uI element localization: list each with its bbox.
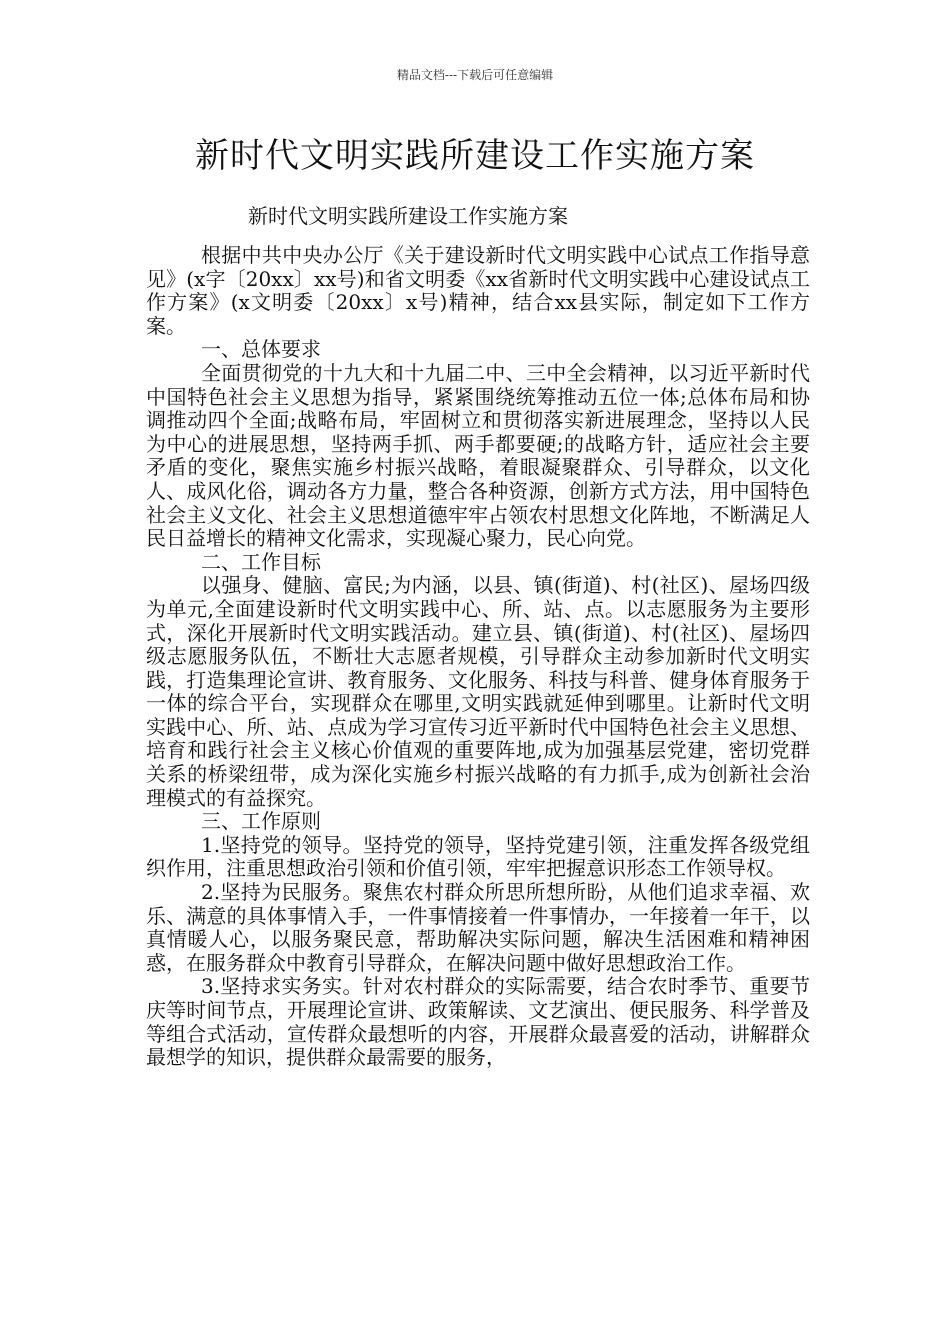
paragraph-principle-1: 1.坚持党的领导。坚持党的领导，坚持党建引领，注重发挥各级党组织作用，注重思想政治引领和价值引领，牢牢把握意识形态工作领导权。 bbox=[146, 832, 810, 881]
document-body bbox=[146, 244, 810, 1070]
paragraph-general-requirements: 全面贯彻党的十九大和十九届二中、三中全会精神，以习近平新时代中国特色社会主义思想为指导，紧紧围绕统筹推动五位一体;总体布局和协调推动四个全面;战略布局，牢固树立和贯彻落实新进展理念，坚持以人民为中心的进展思想，坚持两手抓、两手都要硬;的战略方针，适应社会主要矛盾的变化，聚焦实施乡村振兴战略，着眼凝聚群众、引导群众，以文化人、成风化俗，调动各方力量，整合各种资源，创新方式方法，用中国特色社会主义文化、社会主义思想道德牢牢占领农村思想文化阵地，不断满足人民日益增长的精神文化需求，实现凝心聚力，民心向党。 bbox=[146, 360, 810, 551]
document-subtitle: 新时代文明实践所建设工作实施方案 bbox=[248, 204, 568, 228]
paragraph-principle-2: 2.坚持为民服务。聚焦农村群众所思所想所盼，从他们追求幸福、欢乐、满意的具体事情入手，一件事情接着一件事情办，一年接着一年干，以真情暖人心，以服务聚民意，帮助解决实际问题，解决生活困难和精神困惑，在服务群众中教育引导群众，在解决问题中做好思想政治工作。 bbox=[146, 880, 810, 975]
paragraph-intro: 根据中共中央办公厅《关于建设新时代文明实践中心试点工作指导意见》(x字〔20xx〕xx号)和省文明委《xx省新时代文明实践中心建设试点工作方案》(x文明委〔20xx〕x号)精神，结合xx县实际，制定如下工作方案。 bbox=[146, 243, 810, 338]
paragraph-principle-3: 3.坚持求实务实。针对农村群众的实际需要，结合农时季节、重要节庆等时间节点，开展理论宣讲、政策解读、文艺演出、便民服务、科学普及等组合式活动，宣传群众最想听的内容，开展群众最喜爱的活动，讲解群众最想学的知识，提供群众最需要的服务， bbox=[146, 974, 810, 1070]
document-title: 新时代文明实践所建设工作实施方案 bbox=[195, 136, 755, 176]
page-header-note: 精品文档---下载后可任意编辑 bbox=[396, 68, 554, 82]
section-heading-work-principles: 三、工作原则 bbox=[201, 809, 321, 834]
paragraph-work-goals: 以强身、健脑、富民;为内涵，以县、镇(街道)、村(社区)、屋场四级为单元,全面建设新时代文明实践中心、所、站、点。以志愿服务为主要形式，深化开展新时代文明实践活动。建立县、镇(街道)、村(社区)、屋场四级志愿服务队伍，不断壮大志愿者规模，引导群众主动参加新时代文明实践，打造集理论宣讲、教育服务、文化服务、科技与科普、健身体育服务于一体的综合平台，实现群众在哪里,文明实践就延伸到哪里。让新时代文明实践中心、所、站、点成为学习宣传习近平新时代中国特色社会主义思想、培育和践行社会主义核心价值观的重要阵地,成为加强基层党建，密切党群关系的桥梁纽带，成为深化实施乡村振兴战略的有力抓手,成为创新社会治理模式的有益探究。 bbox=[146, 573, 810, 810]
section-heading-general-requirements: 一、总体要求 bbox=[201, 337, 321, 362]
section-heading-work-goals: 二、工作目标 bbox=[201, 549, 321, 574]
